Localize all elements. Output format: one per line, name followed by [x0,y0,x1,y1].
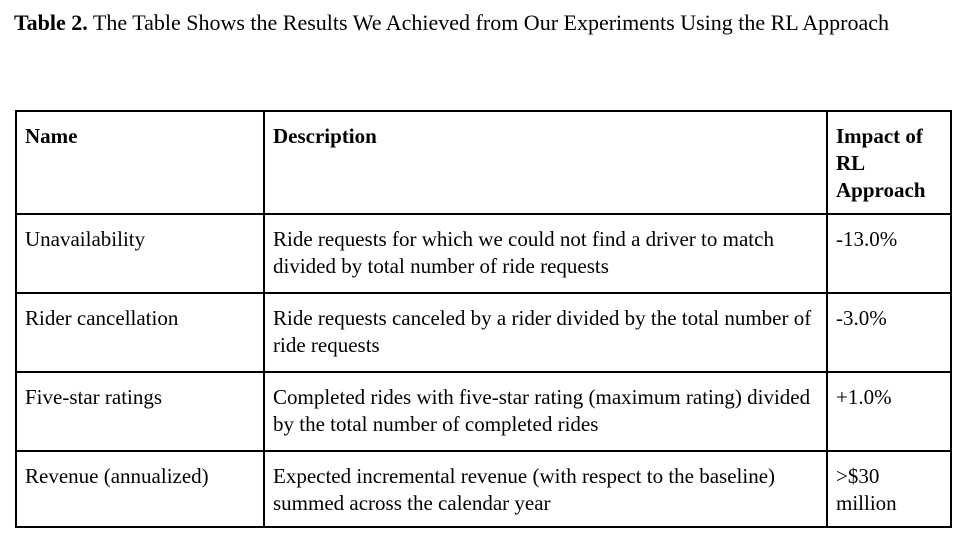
header-name: Name [16,111,264,214]
cell-description: Completed rides with five-star rating (maximum rating) divided by the total number of completed rides [264,372,827,451]
cell-name: Revenue (annualized) [16,451,264,527]
cell-description: Ride requests canceled by a rider divided by the total number of ride requests [264,293,827,372]
cell-impact: >$30 million [827,451,951,527]
cell-impact: +1.0% [827,372,951,451]
cell-description: Expected incremental revenue (with respect to the baseline) summed across the calendar year [264,451,827,527]
table-caption-text: The Table Shows the Results We Achieved from Our Experiments Using the RL Approach [92,10,889,35]
cell-impact: -3.0% [827,293,951,372]
cell-name: Unavailability [16,214,264,293]
table-caption-label: Table 2. [14,10,88,35]
header-description: Description [264,111,827,214]
table-row [16,372,951,451]
cell-name: Five-star ratings [16,372,264,451]
table-header-row [16,111,951,214]
table-row [16,214,951,293]
results-table [15,110,952,528]
cell-impact: -13.0% [827,214,951,293]
table-row [16,293,951,372]
table-caption [14,2,954,43]
cell-name: Rider cancellation [16,293,264,372]
cell-description: Ride requests for which we could not find a driver to match divided by total number of ride requests [264,214,827,293]
header-impact: Impact of RL Approach [827,111,951,214]
table-row [16,451,951,527]
